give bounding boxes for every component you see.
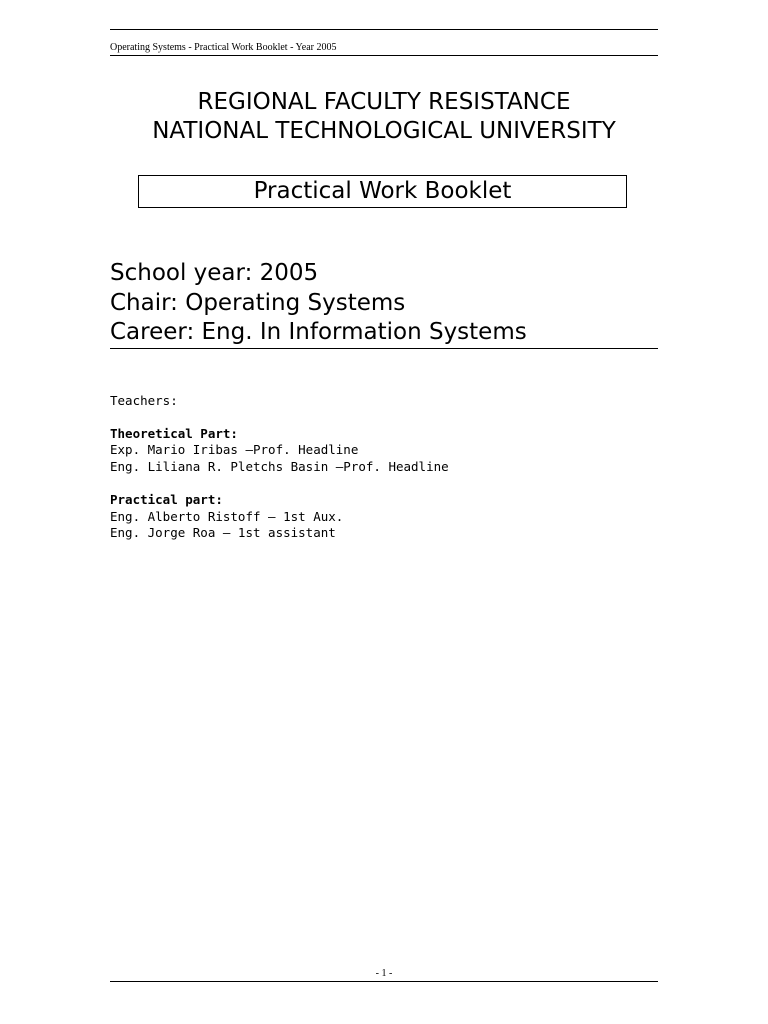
header-bottom-rule [110,55,658,56]
theoretical-member: Eng. Liliana R. Pletchs Basin –Prof. Headline [110,459,449,474]
institution-line-1: REGIONAL FACULTY RESISTANCE [197,89,571,115]
booklet-title-box: Practical Work Booklet [138,175,627,208]
course-info-rule [110,348,658,349]
running-header: Operating Systems - Practical Work Booklet - Year 2005 [110,42,337,53]
practical-heading: Practical part: [110,492,223,507]
institution-line-2: NATIONAL TECHNOLOGICAL UNIVERSITY [152,118,616,144]
practical-member: Eng. Alberto Ristoff – 1st Aux. [110,509,344,524]
career: Career: Eng. In Information Systems [110,319,527,345]
footer-rule [110,981,658,982]
practical-member: Eng. Jorge Roa – 1st assistant [110,525,336,540]
chair: Chair: Operating Systems [110,290,406,316]
school-year: School year: 2005 [110,260,319,286]
theoretical-member: Exp. Mario Iribas –Prof. Headline [110,442,359,457]
header-top-rule [110,29,658,30]
page-number: - 1 - [375,968,393,979]
teachers-label: Teachers: [110,393,178,408]
theoretical-heading: Theoretical Part: [110,426,238,441]
